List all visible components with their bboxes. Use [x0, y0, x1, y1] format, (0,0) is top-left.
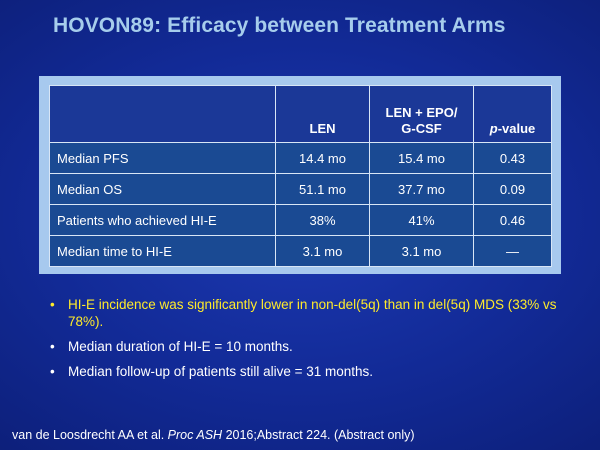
header-cell-p-value	[474, 86, 552, 143]
len-cell: 38%	[276, 205, 370, 236]
row-label-cell: Median OS	[50, 174, 276, 205]
len-cell: 51.1 mo	[276, 174, 370, 205]
bullet-text: Median follow-up of patients still alive = 31 months.	[68, 364, 374, 379]
p-value-cell: 0.09	[474, 174, 552, 205]
row-label-cell: Patients who achieved HI-E	[50, 205, 276, 236]
p-value-cell: —	[474, 236, 552, 267]
bullet-dot-icon: •	[50, 297, 55, 312]
header-combo-line2: G-CSF	[401, 121, 442, 136]
header-combo-line1: LEN + EPO/	[385, 105, 458, 120]
row-label-cell: Median time to HI-E	[50, 236, 276, 267]
bullet-item-follow-up	[50, 363, 570, 380]
len-cell: 14.4 mo	[276, 143, 370, 174]
bullet-text: Median duration of HI-E = 10 months.	[68, 339, 293, 354]
combo-cell: 15.4 mo	[370, 143, 474, 174]
combo-cell: 37.7 mo	[370, 174, 474, 205]
table-header-row	[50, 86, 552, 143]
table-row	[50, 174, 552, 205]
table-row	[50, 236, 552, 267]
bullet-item-hi-e-duration	[50, 338, 570, 355]
bullet-dot-icon: •	[50, 364, 55, 379]
header-cell-empty	[50, 86, 276, 143]
bullet-list	[50, 296, 570, 388]
combo-cell: 41%	[370, 205, 474, 236]
citation-journal: Proc ASH	[167, 428, 223, 442]
slide-title: HOVON89: Efficacy between Treatment Arms	[53, 14, 506, 37]
p-value-cell: 0.43	[474, 143, 552, 174]
table-frame	[39, 76, 561, 274]
efficacy-table	[49, 85, 552, 267]
p-value-cell: 0.46	[474, 205, 552, 236]
bullet-dot-icon: •	[50, 339, 55, 354]
header-cell-len-epo-gcsf	[370, 86, 474, 143]
citation-footer	[12, 428, 415, 442]
len-cell: 3.1 mo	[276, 236, 370, 267]
table-row	[50, 143, 552, 174]
header-p-italic: p	[489, 121, 498, 136]
header-p-rest: -value	[497, 121, 536, 136]
row-label-cell: Median PFS	[50, 143, 276, 174]
table-row	[50, 205, 552, 236]
citation-details: 2016;Abstract 224. (Abstract only)	[222, 428, 415, 442]
header-cell-len: LEN	[276, 86, 370, 143]
combo-cell: 3.1 mo	[370, 236, 474, 267]
bullet-item-hi-e-incidence	[50, 296, 570, 330]
bullet-text: HI-E incidence was significantly lower in non-del(5q) than in del(5q) MDS (33% vs 78%).	[68, 297, 557, 329]
citation-authors: van de Loosdrecht AA et al.	[12, 428, 168, 442]
